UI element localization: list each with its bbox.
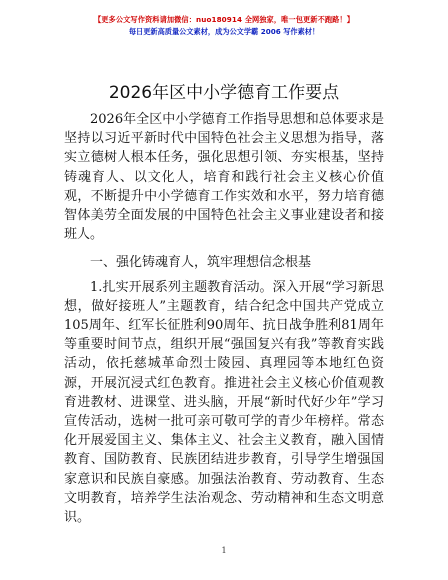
banner-line-1: 【更多公文写作资料请加微信：nuo180914 全网独家，唯一包更新不跑路！】 — [93, 15, 355, 24]
document-body — [64, 110, 384, 527]
promo-banner — [0, 7, 448, 38]
banner-line-2: 每日更新高质量公文素材，成为公文学霸 2006 写作素材！ — [128, 27, 320, 36]
item-paragraph: 1.扎实开展系列主题教育活动。深入开展“学习新思想，做好接班人”主题教育，结合纪念中国共产党成立105周年、红军长征胜利90周年、抗日战争胜利81周年等重要时间节点，组织开展“强国复兴有我”等教育实践活动，依托慈城革命烈士陵园、真理园等本地红色资源，开展沉浸式红色教育。推进社会主义核心价值观教育进教材、进课堂、进头脑，开展“新时代好少年”学习宣传活动，选树一批可亲可敬可学的青少年榜样。常态化开展爱国主义、集体主义、社会主义教育，融入国情教育、国防教育、民族团结进步教育，引导学生增强国家意识和民族自豪感。加强法治教育、劳动教育、生态文明教育，培养学生法治观念、劳动精神和生态文明意识。 — [64, 279, 384, 526]
page-number: 1 — [221, 546, 227, 555]
section-heading: 一、强化铸魂育人，筑牢理想信念根基 — [90, 255, 312, 271]
intro-paragraph: 2026年全区中小学德育工作指导思想和总体要求是坚持以习近平新时代中国特色社会主义思想为指导，落实立德树人根本任务，强化思想引领、夯实根基，坚持铸魂育人、以文化人，培育和践行社会主义核心价值观，不断提升中小学德育工作实效和水平，努力培育德智体美劳全面发展的中国特色社会主义事业建设者和接班人。 — [64, 112, 384, 243]
document-title: 2026年区中小学德育工作要点 — [108, 83, 340, 103]
